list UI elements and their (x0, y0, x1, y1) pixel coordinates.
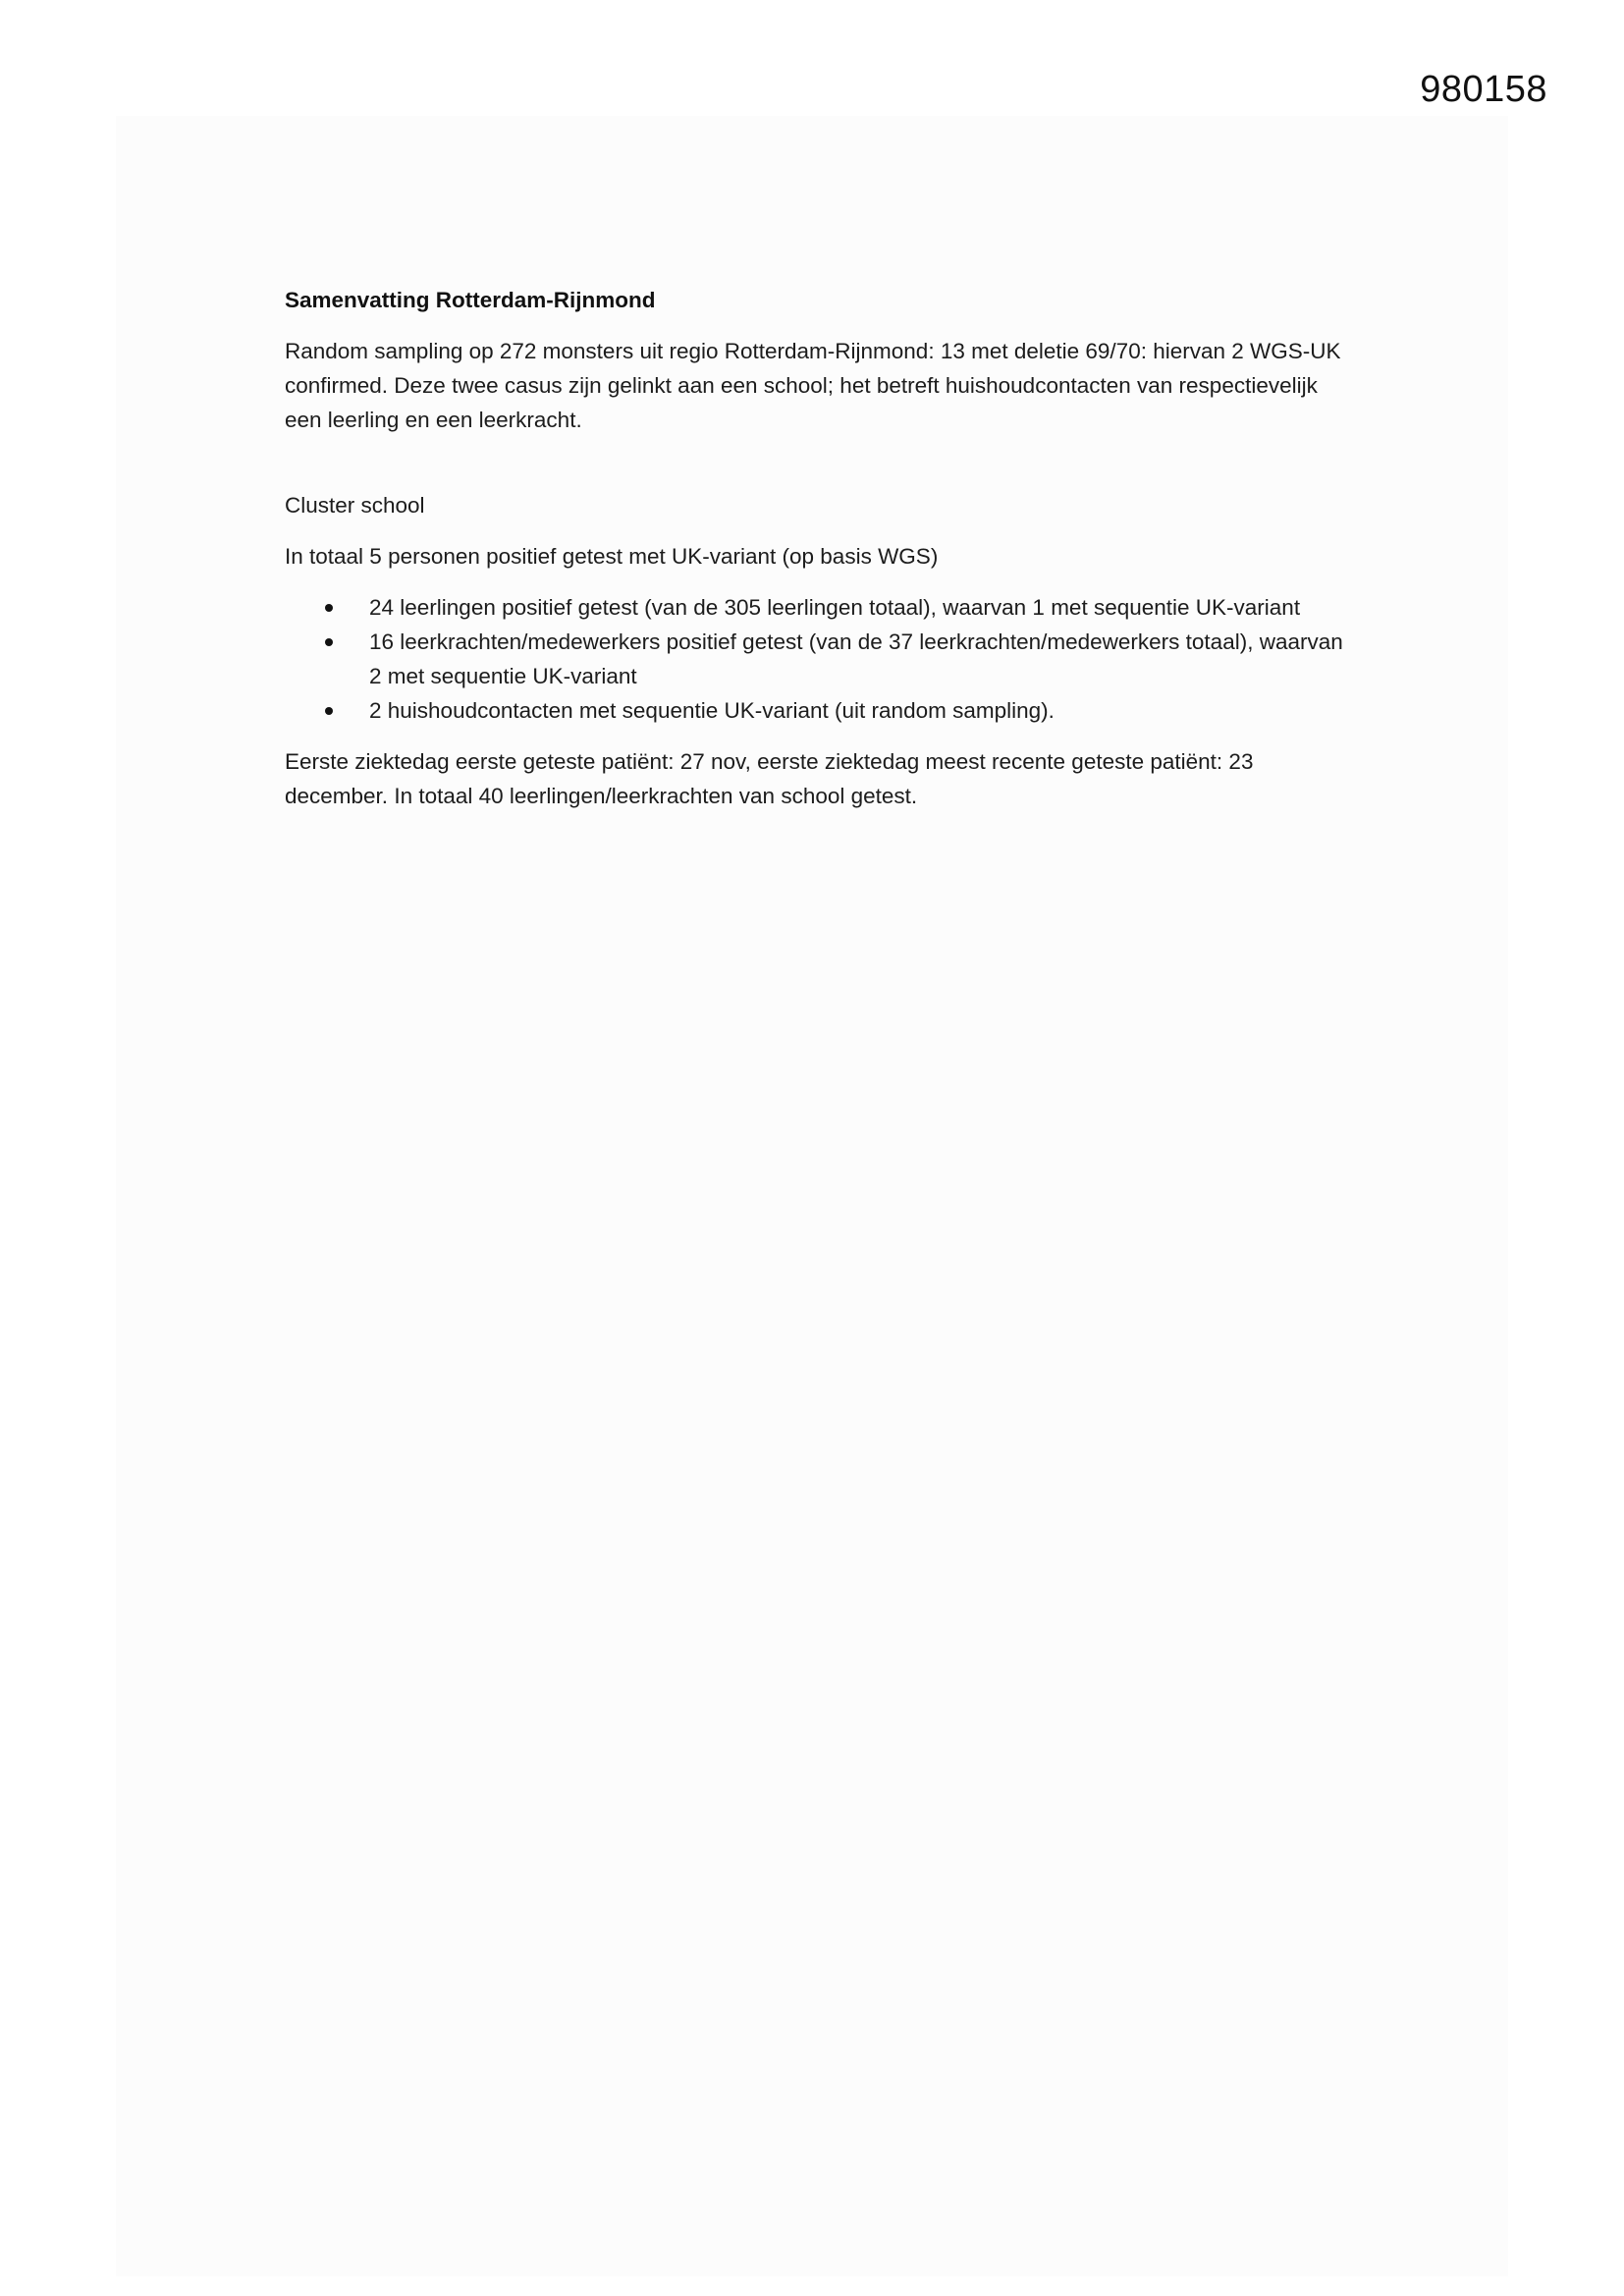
document-number: 980158 (1420, 69, 1547, 110)
list-item-text: 16 leerkrachten/medewerkers positief getest (van de 37 leerkrachten/medewerkers totaal), waarvan 2 met sequentie UK-variant (369, 629, 1343, 688)
document-title: Samenvatting Rotterdam-Rijnmond (285, 288, 656, 312)
bullet-icon (325, 638, 333, 646)
list-item (285, 625, 1355, 693)
bullet-icon (325, 604, 333, 612)
bullet-icon (325, 707, 333, 715)
document-body (285, 283, 1355, 830)
intro-paragraph: Random sampling op 272 monsters uit regio Rotterdam-Rijnmond: 13 met deletie 69/70: hiervan 2 WGS-UK confirmed. Deze twee casus zijn gelinkt aan een school; het betreft huishoudcontacten van respectievelijk een leerling en een leerkracht. (285, 339, 1341, 432)
list-item (285, 590, 1355, 625)
bullet-list (285, 590, 1355, 728)
list-item-text: 24 leerlingen positief getest (van de 305 leerlingen totaal), waarvan 1 met sequentie UK-variant (369, 595, 1301, 620)
list-item-text: 2 huishoudcontacten met sequentie UK-variant (uit random sampling). (369, 698, 1055, 723)
list-item (285, 693, 1355, 728)
closing-paragraph: Eerste ziektedag eerste geteste patiënt: 27 nov, eerste ziektedag meest recente geteste patiënt: 23 december. In totaal 40 leerlingen/leerkrachten van school getest. (285, 749, 1254, 808)
summary-paragraph: In totaal 5 personen positief getest met UK-variant (op basis WGS) (285, 544, 939, 569)
section-heading-cluster-school: Cluster school (285, 493, 425, 518)
